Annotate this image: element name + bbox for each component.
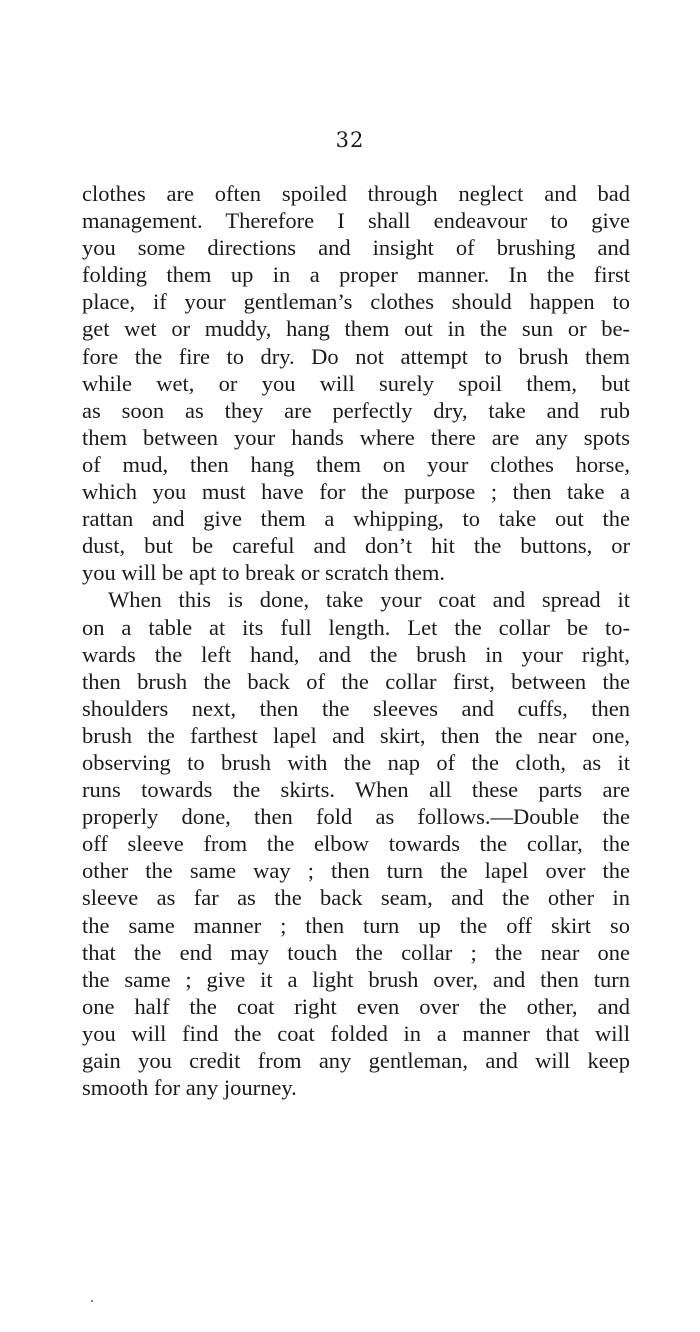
text-line: gain you credit from any gentleman, and will keep (82, 1048, 630, 1073)
text-line: wards the left hand, and the brush in your right, (82, 641, 630, 667)
text-line: other the same way ; then turn the lapel over the (82, 858, 630, 884)
text-line: the same manner ; then turn up the off skirt so (82, 912, 630, 938)
text-line: on a table at its full length. Let the collar be to- (82, 614, 630, 640)
text-line: as soon as they are perfectly dry, take and rub (82, 397, 630, 423)
text-line: while wet, or you will surely spoil them, but (82, 370, 630, 396)
text-line: off sleeve from the elbow towards the collar, the (82, 831, 630, 857)
text-line: folding them up in a proper manner. In the first (82, 262, 630, 288)
text-line: one half the coat right even over the other, and (82, 993, 630, 1019)
text-line: brush the farthest lapel and skirt, then the near one, (82, 722, 630, 748)
text-line: which you must have for the purpose ; then take a (82, 479, 630, 505)
text-line: runs towards the skirts. When all these parts are (82, 777, 630, 803)
text-line: sleeve as far as the back seam, and the other in (82, 885, 630, 911)
text-line: When this is done, take your coat and spread it (108, 587, 630, 613)
text-line: observing to brush with the nap of the cloth, as it (82, 749, 630, 775)
text-line: properly done, then fold as follows.—Double the (82, 804, 630, 830)
paragraph-2 (82, 586, 630, 1101)
text-line: get wet or muddy, hang them out in the sun or be- (82, 316, 630, 342)
text-line: clothes are often spoiled through neglect and bad (82, 181, 630, 206)
page-number: 32 (335, 128, 365, 152)
text-line: smooth for any journey. (82, 1075, 297, 1101)
text-line: of mud, then hang them on your clothes horse, (82, 451, 630, 477)
text-line: you some directions and insight of brushing and (82, 235, 630, 261)
text-line: fore the fire to dry. Do not attempt to brush them (82, 343, 630, 369)
paragraph-1 (82, 180, 630, 586)
text-line: rattan and give them a whipping, to take out the (82, 506, 630, 532)
text-line: management. Therefore I shall endeavour to give (82, 208, 630, 234)
ink-speck (91, 1300, 93, 1302)
text-line: the same ; give it a light brush over, and then turn (82, 966, 630, 992)
text-line: that the end may touch the collar ; the near one (82, 939, 630, 965)
body-text (82, 180, 630, 1101)
text-line: dust, but be careful and don’t hit the buttons, or (82, 533, 630, 559)
text-line: shoulders next, then the sleeves and cuffs, then (82, 695, 630, 721)
text-line: you will be apt to break or scratch them. (82, 560, 446, 586)
text-line: you will find the coat folded in a manner that will (82, 1020, 630, 1046)
text-line: then brush the back of the collar first, between the (82, 668, 630, 694)
text-line: place, if your gentleman’s clothes should happen to (82, 289, 630, 315)
text-line: them between your hands where there are any spots (82, 424, 630, 450)
